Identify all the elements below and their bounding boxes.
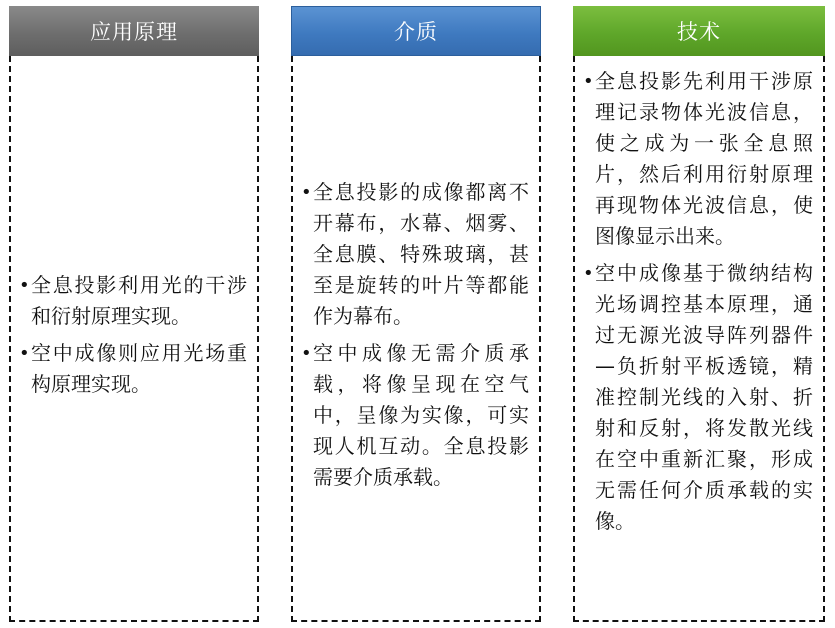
bullet-text: 空中成像无需介质承载，将像呈现在空气中，呈像为实像，可实现人机互动。全息投影需要介质承载。 [313, 341, 529, 489]
bullet-item [301, 338, 529, 493]
bullet-icon: • [583, 263, 594, 284]
bullet-text: 全息投影先利用干涉原理记录物体光波信息，使之成为一张全息照片，然后利用衍射原理再现物体光波信息，使图像显示出来。 [595, 69, 813, 248]
bullet-text: 全息投影的成像都离不开幕布，水幕、烟雾、全息膜、特殊玻璃，甚至是旋转的叶片等都能作为幕布。 [313, 180, 529, 328]
bullet-item [19, 270, 247, 332]
column-technology [573, 6, 825, 622]
column-body-medium [291, 56, 541, 622]
bullet-text: 全息投影利用光的干涉和衍射原理实现。 [31, 273, 247, 328]
bullet-item [583, 258, 813, 537]
column-application-principle [9, 6, 259, 622]
bullet-item [301, 177, 529, 332]
bullet-icon: • [583, 71, 594, 92]
column-header-application-principle: 应用原理 [9, 6, 259, 56]
bullet-icon: • [301, 182, 312, 203]
column-header-technology: 技术 [573, 6, 825, 56]
column-medium [291, 6, 541, 622]
bullet-icon: • [19, 275, 30, 296]
bullet-text: 空中成像基于微纳结构光场调控基本原理，通过无源光波导阵列器件—负折射平板透镜，精准控制光线的入射、折射和反射，将发散光线在空中重新汇聚，形成无需任何介质承载的实像。 [595, 261, 813, 533]
bullet-item [583, 66, 813, 252]
column-body-technology [573, 56, 825, 622]
bullet-text: 空中成像则应用光场重构原理实现。 [31, 341, 247, 396]
bullet-icon: • [301, 343, 312, 364]
column-body-application-principle [9, 56, 259, 622]
column-header-medium: 介质 [291, 6, 541, 56]
bullet-item [19, 338, 247, 400]
bullet-icon: • [19, 343, 30, 364]
